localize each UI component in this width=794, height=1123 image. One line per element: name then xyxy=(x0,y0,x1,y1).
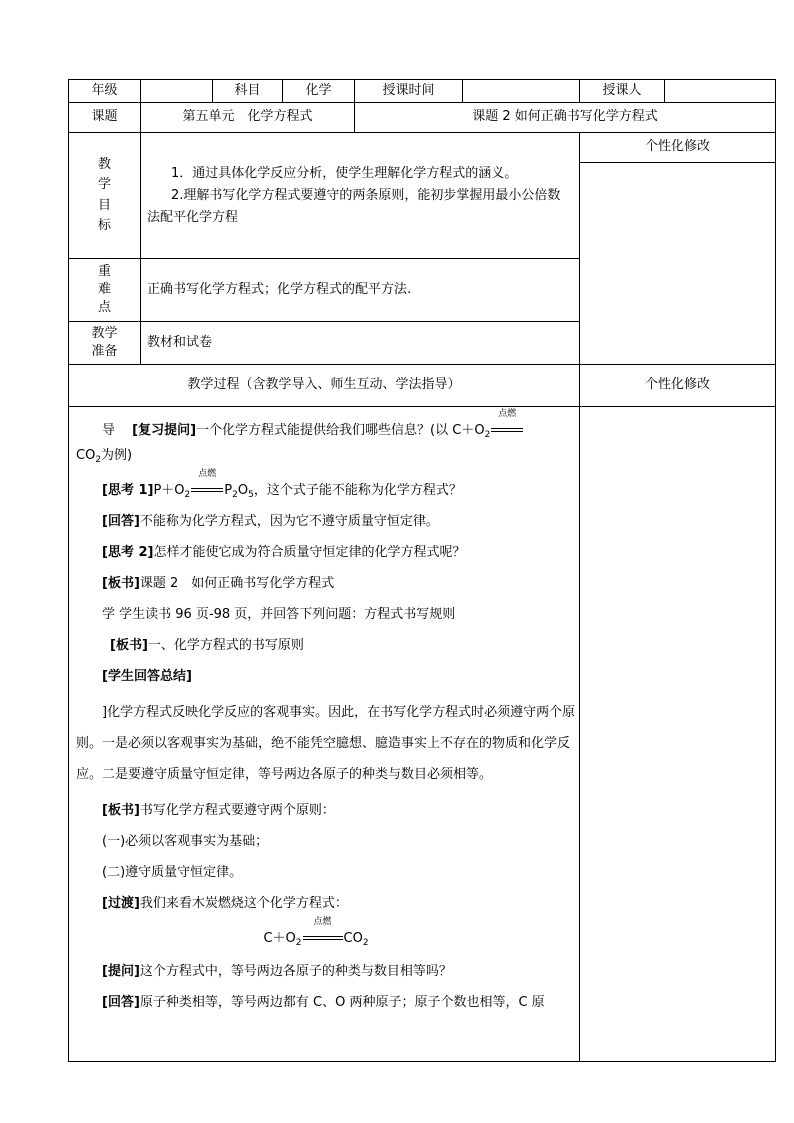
process-para xyxy=(76,697,576,790)
time-value-cell xyxy=(462,79,580,103)
reaction-arrow xyxy=(303,917,343,949)
para-text: (一)必须以客观事实为基础； xyxy=(102,834,269,849)
personalize-label-2: 个性化修改 xyxy=(644,377,710,393)
prep-text: 教材和试卷 xyxy=(147,334,213,350)
condition-label: 点燃 xyxy=(313,917,332,927)
tag: [复习提问] xyxy=(132,423,197,438)
para-text: 怎样才能使它成为符合质量守恒定律的化学方程式呢？ xyxy=(153,545,466,560)
para-text: 我们来看木炭燃烧这个化学方程式： xyxy=(139,896,348,911)
goals-label-char: 教 xyxy=(97,157,111,172)
process-para xyxy=(76,992,576,1013)
teacher-label-cell xyxy=(579,79,665,103)
equation: $C+O_2$ 点燃 $CO_2$ xyxy=(263,917,369,948)
subject-label-cell xyxy=(212,79,283,103)
personalize-label: 个性化修改 xyxy=(644,139,710,155)
prep-label-line: 教学 xyxy=(91,325,118,341)
teacher-label: 授课人 xyxy=(602,82,642,98)
para-text: (二)遵守质量守恒定律。 xyxy=(102,865,243,880)
goal-line: 2.理解书写化学方程式要遵守的两条原则，能初步掌握用最小公倍数法配平化学方程 xyxy=(147,188,561,225)
goals-content-cell xyxy=(140,132,580,259)
prep-label-line: 准备 xyxy=(91,344,118,359)
process-para xyxy=(76,604,576,625)
condition-label: 点燃 xyxy=(498,409,517,419)
personalize-header-2-cell xyxy=(579,364,776,407)
teacher-value-cell xyxy=(664,79,776,103)
reaction-arrow xyxy=(191,469,223,501)
process-para: $CO_2$为例) xyxy=(76,448,133,465)
para-text: 为例) xyxy=(101,448,133,463)
personalize-header-cell xyxy=(579,132,776,163)
condition-label: 点燃 xyxy=(198,469,217,479)
process-para: [思考 $1]P+O_2$ 点燃 $P_2O_5$，这个式子能不能称为化学方程式？ xyxy=(102,469,462,500)
tag: [思考 2] xyxy=(102,545,154,560)
para-text: 学 学生读书 96 页-98 页，并回答下列问题：方程式书写规则 xyxy=(102,607,456,622)
process-para xyxy=(76,831,576,852)
prep-label-cell xyxy=(68,321,141,365)
keypoints-label-char: 难 xyxy=(97,281,111,297)
para-text: ]化学方程式反映化学反应的客观事实。因此，在书写化学方程式时必须遵守两个原则。一是必须以客观事实为基础，绝不能凭空臆想、臆造事实上不存在的物质和化学反应。二是要遵守质量守恒定律，等号两边各原子的种类与数目必须相等。 xyxy=(76,705,576,782)
topic-unit: 第五单元 化学方程式 xyxy=(182,109,313,125)
keypoints-label-char: 重 xyxy=(97,263,111,279)
process-header: 教学过程（含教学导入、师生互动、学法指导） xyxy=(187,377,461,393)
para-text: 一、化学方程式的书写原则 xyxy=(147,638,304,653)
goals-label-cell xyxy=(68,132,141,259)
goals-label-char: 学 xyxy=(97,177,111,193)
process-para xyxy=(76,573,576,594)
para-text: 不能称为化学方程式，因为它不遵守质量守恒定律。 xyxy=(139,514,439,529)
process-para xyxy=(76,862,576,883)
subject-value: 化学 xyxy=(305,82,332,98)
topic-lesson-cell xyxy=(354,102,776,133)
process-para: 导 [复习提问]一个化学方程式能提供给我们哪些信息？(以 $C+O_2$ 点燃 xyxy=(76,420,576,441)
tag: [过渡] xyxy=(102,896,140,911)
time-label-cell xyxy=(354,79,463,103)
process-header-cell xyxy=(68,364,580,407)
tag: [回答] xyxy=(102,995,140,1010)
process-para xyxy=(76,800,576,821)
tag: [回答] xyxy=(102,514,140,529)
para-text: 这个方程式中，等号两边各原子的种类与数目相等吗？ xyxy=(139,964,452,979)
tag: [思考 1] xyxy=(102,483,154,498)
process-para xyxy=(76,511,576,532)
keypoints-label-char: 点 xyxy=(97,300,111,316)
para-text: 课题 2 如何正确书写化学方程式 xyxy=(139,576,335,591)
grade-label-cell xyxy=(68,79,141,103)
prep-content-cell xyxy=(140,321,580,365)
process-text xyxy=(76,409,576,1013)
keypoints-text: 正确书写化学方程式；化学方程式的配平方法. xyxy=(147,281,412,297)
process-para xyxy=(76,542,576,563)
process-para xyxy=(76,893,576,914)
time-label: 授课时间 xyxy=(382,82,435,98)
topic-lesson: 课题 2 如何正确书写化学方程式 xyxy=(472,109,658,125)
subject-label: 科目 xyxy=(234,82,261,98)
personalize-body-cell xyxy=(579,406,776,1062)
keypoints-label-cell xyxy=(68,258,141,322)
goal-line: 1．通过具体化学反应分析，使学生理解化学方程式的涵义。 xyxy=(171,166,518,181)
para-text: ，这个式子能不能称为化学方程式？ xyxy=(253,483,462,498)
para-text: 原子种类相等，等号两边都有 C、O 两种原子；原子个数也相等，C 原 xyxy=(139,995,545,1010)
reaction-arrow xyxy=(491,409,523,441)
topic-label-cell xyxy=(68,102,141,133)
keypoints-content-cell xyxy=(140,258,580,322)
goals-label-char: 目 xyxy=(97,197,111,213)
tag: [板书] xyxy=(110,638,148,653)
tag: [板书] xyxy=(102,576,140,591)
process-para xyxy=(76,961,576,982)
para-text: 书写化学方程式要遵守两个原则： xyxy=(139,803,335,818)
lead-char: 导 xyxy=(102,423,129,438)
topic-label: 课题 xyxy=(91,109,118,125)
tag: [提问] xyxy=(102,964,140,979)
subject-value-cell xyxy=(282,79,355,103)
goals-label-char: 标 xyxy=(97,217,111,233)
tag: [学生回答总结] xyxy=(102,669,192,684)
personalize-notes-cell xyxy=(579,162,776,365)
tag: [板书] xyxy=(102,803,140,818)
grade-value-cell xyxy=(140,79,213,103)
process-para xyxy=(76,635,576,656)
grade-label: 年级 xyxy=(91,82,118,98)
process-para xyxy=(76,666,576,687)
topic-unit-cell xyxy=(140,102,355,133)
para-text: 一个化学方程式能提供给我们哪些信息？(以 C＋O xyxy=(196,423,485,438)
